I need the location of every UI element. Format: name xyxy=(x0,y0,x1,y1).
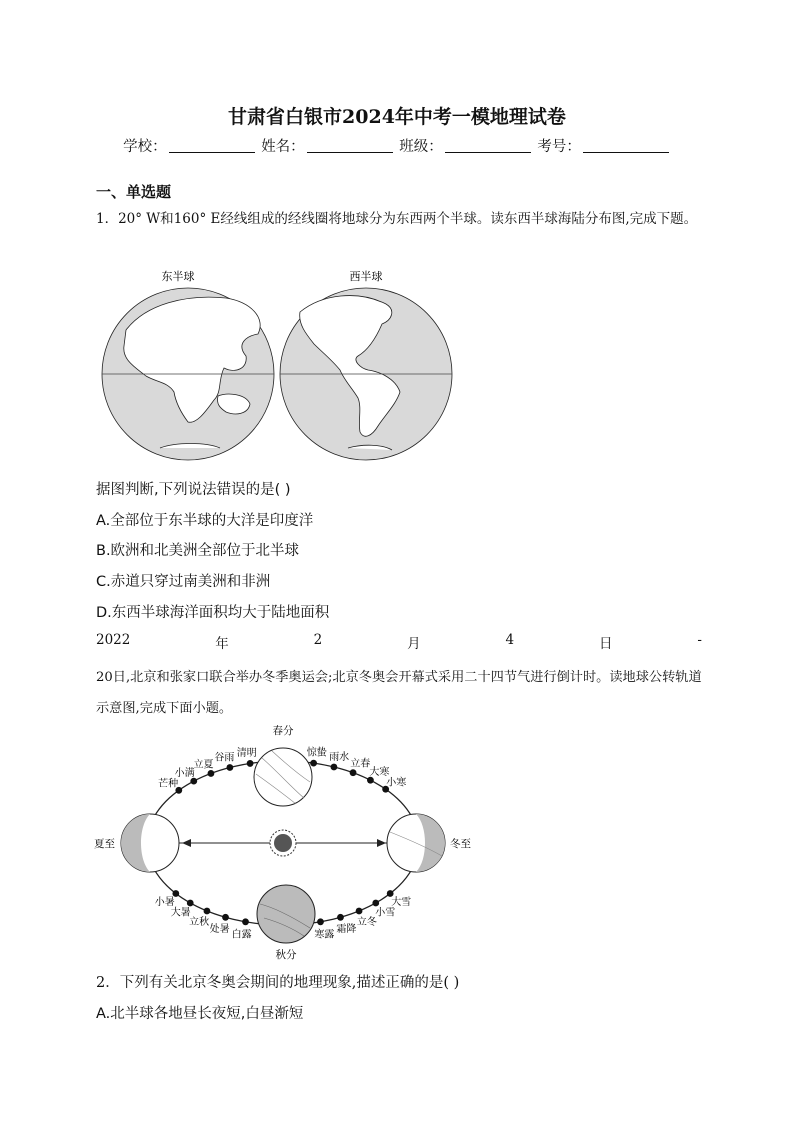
solar-term-label: 大寒 xyxy=(369,766,390,778)
intro-token: 4 xyxy=(505,632,515,648)
q1-stem: 据图判断,下列说法错误的是( ) xyxy=(96,482,291,498)
west-hemisphere xyxy=(280,288,452,460)
id-label: 考号： xyxy=(537,139,581,155)
intro-token: 年 xyxy=(215,636,229,652)
solar-term-dot xyxy=(310,760,317,767)
name-label: 姓名： xyxy=(261,139,305,155)
orbit-diagram xyxy=(90,722,490,962)
solar-term-label: 小暑 xyxy=(154,896,175,908)
solar-term-label: 霜降 xyxy=(336,924,357,936)
solar-term-label: 雨水 xyxy=(329,751,350,763)
solar-term-label: 小雪 xyxy=(375,907,396,919)
school-label: 学校： xyxy=(123,139,167,155)
solar-term-label: 惊蛰 xyxy=(306,747,327,759)
solar-term-dot xyxy=(350,769,357,776)
intro-token: 2022 xyxy=(96,632,131,648)
label-summer: 夏至 xyxy=(94,838,115,850)
class-blank[interactable] xyxy=(445,138,531,153)
q1-option-d[interactable]: D.东西半球海洋面积均大于陆地面积 xyxy=(96,605,330,621)
solar-term-label: 处暑 xyxy=(209,924,230,936)
solar-term-label: 清明 xyxy=(236,747,257,759)
solar-term-dot xyxy=(331,764,338,771)
id-blank[interactable] xyxy=(583,138,669,153)
solar-term-label: 寒露 xyxy=(314,929,335,941)
solar-term-dot xyxy=(372,900,379,907)
section-title: 一、单选题 xyxy=(96,183,172,201)
solar-term-dot xyxy=(337,914,344,921)
solar-term-label: 小满 xyxy=(174,768,195,780)
label-spring: 春分 xyxy=(272,725,294,737)
intro-token: 日 xyxy=(599,636,613,652)
solar-term-dot xyxy=(204,908,211,915)
east-hemisphere xyxy=(102,288,274,460)
q2-intro-rest: 20日,北京和张家口联合举办冬季奥运会;北京冬奥会开幕式采用二十四节气进行倒计时。读地球公转轨道示意图,完成下面小题。 xyxy=(96,670,702,716)
label-winter: 冬至 xyxy=(450,838,471,850)
solar-term-dot xyxy=(317,918,324,925)
solar-term-label: 立春 xyxy=(350,758,371,770)
solar-term-dot xyxy=(242,918,249,925)
solar-term-label: 大暑 xyxy=(170,907,191,919)
q2-stem: 2．下列有关北京冬奥会期间的地理现象,描述正确的是( ) xyxy=(96,975,460,991)
solar-term-label: 立夏 xyxy=(193,759,214,771)
solar-term-label: 小寒 xyxy=(386,777,407,789)
intro-token: - xyxy=(697,632,702,648)
q1-option-b[interactable]: B.欧洲和北美洲全部位于北半球 xyxy=(96,543,300,559)
solar-term-label: 立秋 xyxy=(189,916,210,928)
solar-term-dot xyxy=(247,760,254,767)
solar-term-dot xyxy=(226,764,233,771)
q2-option-a[interactable]: A.北半球各地昼长夜短,白昼渐短 xyxy=(96,1006,304,1022)
school-blank[interactable] xyxy=(169,138,255,153)
page-title: 甘肃省白银市2024年中考一模地理试卷 xyxy=(228,106,566,128)
solar-term-label: 立冬 xyxy=(356,916,377,928)
q2-intro-line1 xyxy=(96,632,702,652)
solar-term-label: 谷雨 xyxy=(214,752,235,764)
intro-token: 月 xyxy=(407,636,421,652)
student-info-line xyxy=(0,135,794,156)
solar-term-dot xyxy=(387,890,394,897)
label-autumn: 秋分 xyxy=(275,949,297,961)
intro-token: 2 xyxy=(313,632,323,648)
solar-term-label: 大雪 xyxy=(391,896,412,908)
hemisphere-map xyxy=(96,264,456,464)
earth-spring xyxy=(254,748,312,806)
solar-term-dot xyxy=(222,914,229,921)
solar-term-dot xyxy=(208,770,215,777)
earth-winter xyxy=(387,814,445,872)
solar-term-label: 白露 xyxy=(231,929,252,941)
east-hemisphere-label: 东半球 xyxy=(161,270,195,283)
class-label: 班级： xyxy=(399,139,443,155)
solar-term-dot xyxy=(356,908,363,915)
name-blank[interactable] xyxy=(307,138,393,153)
west-hemisphere-label: 西半球 xyxy=(349,270,383,283)
earth-summer xyxy=(121,814,179,872)
solar-term-dot xyxy=(187,900,194,907)
solar-term-label: 芒种 xyxy=(158,778,179,790)
q1-intro: 1．20° W和160° E经线组成的经线圈将地球分为东西两个半球。读东西半球海陆分布图,完成下题。 xyxy=(96,211,698,227)
earth-autumn xyxy=(257,885,315,943)
solar-term-dot xyxy=(172,890,179,897)
q1-option-a[interactable]: A.全部位于东半球的大洋是印度洋 xyxy=(96,513,314,529)
q1-option-c[interactable]: C.赤道只穿过南美洲和非洲 xyxy=(96,574,271,590)
